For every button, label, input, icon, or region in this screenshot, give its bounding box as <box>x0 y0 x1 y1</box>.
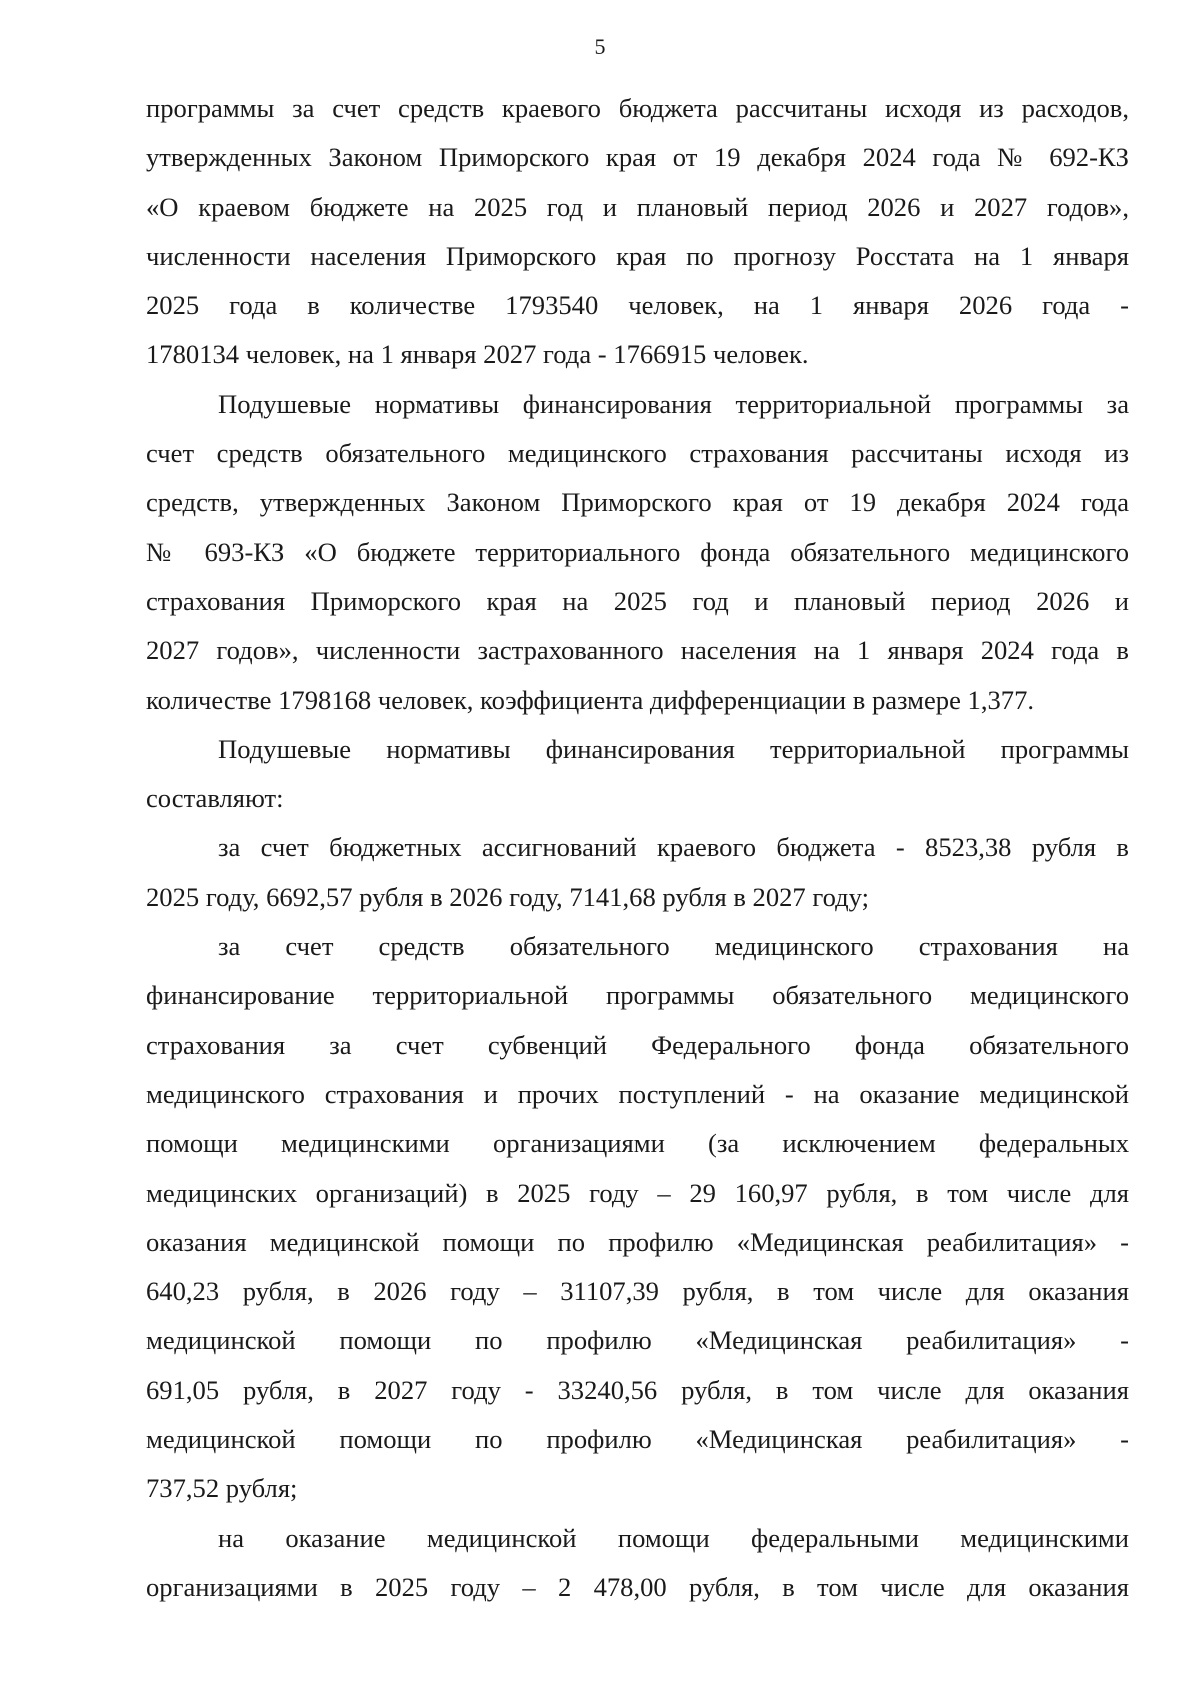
text-line: количестве 1798168 человек, коэффициента дифференциации в размере 1,377. <box>146 684 1035 715</box>
text-line: Подушевые нормативы финансирования территориальной программы за <box>218 388 1129 419</box>
text-line: составляют: <box>146 783 284 814</box>
text-line: утвержденных Законом Приморского края от 19 декабря 2024 года № 692-КЗ <box>146 142 1129 173</box>
document-body <box>146 84 1129 1612</box>
text-line: численности населения Приморского края по прогнозу Росстата на 1 января <box>146 240 1129 271</box>
text-line: медицинской помощи по профилю «Медицинская реабилитация» - <box>146 1424 1129 1455</box>
text-line: организациями в 2025 году – 2 478,00 рубля, в том числе для оказания <box>146 1571 1129 1602</box>
text-line: № 693-КЗ «О бюджете территориального фонда обязательного медицинского <box>146 536 1129 567</box>
text-line: 737,52 рубля; <box>146 1473 298 1504</box>
text-line: 691,05 рубля, в 2027 году - 33240,56 рубля, в том числе для оказания <box>146 1374 1129 1405</box>
text-line: медицинской помощи по профилю «Медицинская реабилитация» - <box>146 1325 1129 1356</box>
text-line: за счет бюджетных ассигнований краевого бюджета - 8523,38 рубля в <box>218 832 1129 863</box>
text-line: медицинских организаций) в 2025 году – 29 160,97 рубля, в том числе для <box>146 1177 1129 1208</box>
text-line: помощи медицинскими организациями (за исключением федеральных <box>146 1128 1129 1159</box>
text-line: на оказание медицинской помощи федеральными медицинскими <box>218 1522 1129 1553</box>
text-line: страхования за счет субвенций Федерального фонда обязательного <box>146 1029 1129 1060</box>
text-line: 1780134 человек, на 1 января 2027 года - 1766915 человек. <box>146 339 809 370</box>
text-line: «О краевом бюджете на 2025 год и плановый период 2026 и 2027 годов», <box>146 191 1129 222</box>
text-line: 2025 года в количестве 1793540 человек, на 1 января 2026 года - <box>146 290 1129 321</box>
text-line: 2027 годов», численности застрахованного населения на 1 января 2024 года в <box>146 635 1129 666</box>
text-line: программы за счет средств краевого бюджета рассчитаны исходя из расходов, <box>146 93 1129 123</box>
page-number: 5 <box>594 34 606 59</box>
text-line: 2025 году, 6692,57 рубля в 2026 году, 7141,68 рубля в 2027 году; <box>146 881 870 912</box>
text-line: счет средств обязательного медицинского страхования рассчитаны исходя из <box>146 438 1129 469</box>
text-line: 640,23 рубля, в 2026 году – 31107,39 рубля, в том числе для оказания <box>146 1276 1129 1307</box>
text-line: Подушевые нормативы финансирования территориальной программы <box>218 733 1129 764</box>
text-line: страхования Приморского края на 2025 год и плановый период 2026 и <box>146 585 1129 616</box>
text-line: за счет средств обязательного медицинского страхования на <box>218 931 1129 962</box>
text-line: оказания медицинской помощи по профилю «Медицинская реабилитация» - <box>146 1226 1129 1257</box>
text-line: медицинского страхования и прочих поступлений - на оказание медицинской <box>146 1078 1129 1109</box>
text-line: финансирование территориальной программы обязательного медицинского <box>146 980 1129 1011</box>
text-line: средств, утвержденных Законом Приморского края от 19 декабря 2024 года <box>146 487 1129 518</box>
